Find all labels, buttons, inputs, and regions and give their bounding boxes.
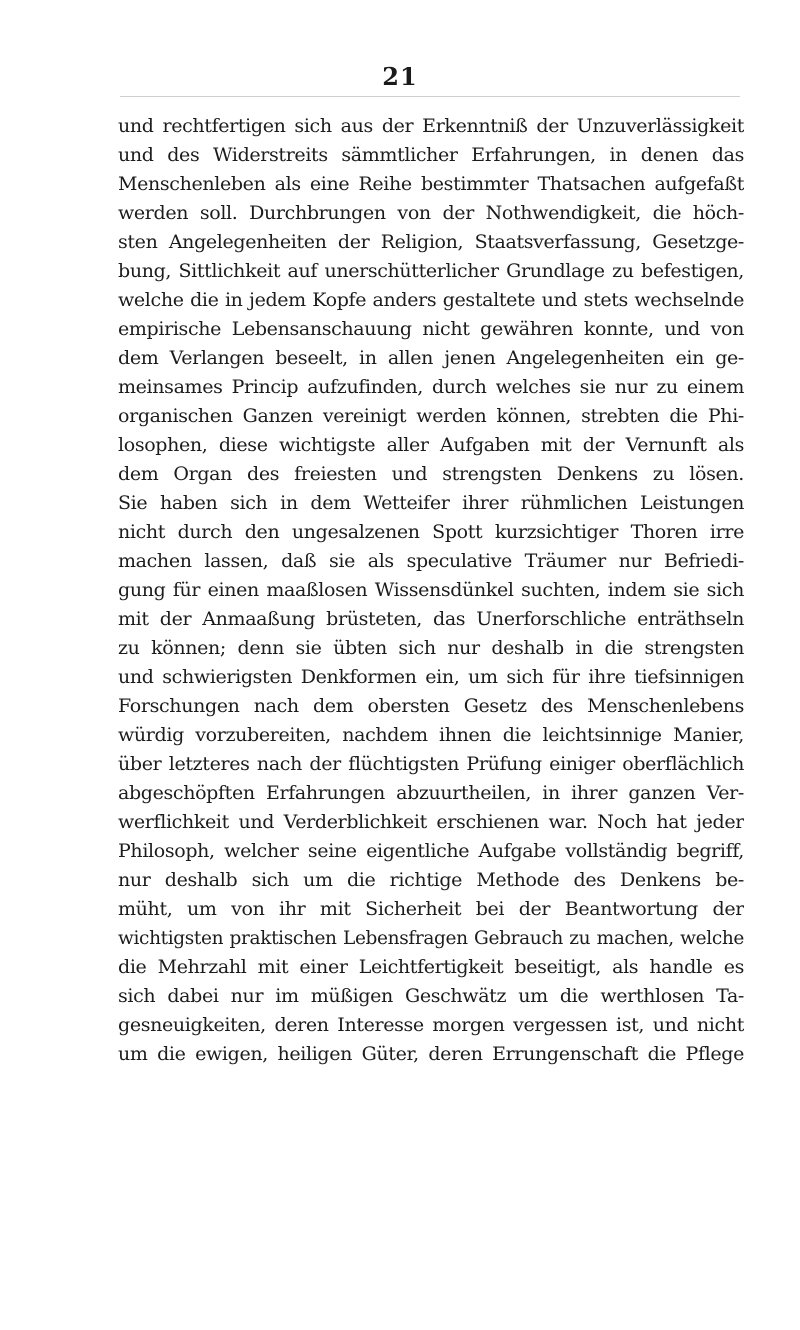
text-line: abgeschöpften Erfahrungen abzuurtheilen, in ihrer ganzen Ver- — [118, 782, 744, 804]
text-line: dem Verlangen beseelt, in allen jenen Angelegenheiten ein ge- — [118, 347, 744, 369]
text-line: würdig vorzubereiten, nachdem ihnen die leichtsinnige Manier, — [118, 724, 744, 746]
text-line: und schwierigsten Denkformen ein, um sich für ihre tiefsinnigen — [118, 666, 744, 688]
text-line: welche die in jedem Kopfe anders gestaltete und stets wechselnde — [118, 289, 744, 311]
text-line: bung, Sittlichkeit auf unerschütterlicher Grundlage zu befestigen, — [118, 260, 744, 282]
text-line: und des Widerstreits sämmtlicher Erfahrungen, in denen das — [118, 144, 744, 166]
text-line: dem Organ des freiesten und strengsten Denkens zu lösen. — [118, 463, 744, 485]
header-rule — [120, 96, 740, 97]
text-line: gung für einen maaßlosen Wissensdünkel suchten, indem sie sich — [118, 579, 744, 601]
text-line: Forschungen nach dem obersten Gesetz des Menschenlebens — [118, 695, 744, 717]
text-line: mit der Anmaaßung brüsteten, das Unerforschliche enträthseln — [118, 608, 744, 630]
text-line: gesneuigkeiten, deren Interesse morgen vergessen ist, und nicht — [118, 1014, 744, 1036]
text-line: und rechtfertigen sich aus der Erkenntniß der Unzuverlässigkeit — [118, 115, 744, 137]
text-line: nicht durch den ungesalzenen Spott kurzsichtiger Thoren irre — [118, 521, 744, 543]
text-line: sich dabei nur im müßigen Geschwätz um die werthlosen Ta- — [118, 985, 744, 1007]
text-line: empirische Lebensanschauung nicht gewähren konnte, und von — [118, 318, 744, 340]
text-line: über letzteres nach der flüchtigsten Prüfung einiger oberflächlich — [118, 753, 744, 775]
text-line: losophen, diese wichtigste aller Aufgaben mit der Vernunft als — [118, 434, 744, 456]
text-line: nur deshalb sich um die richtige Methode des Denkens be- — [118, 869, 744, 891]
text-line: Menschenleben als eine Reihe bestimmter Thatsachen aufgefaßt — [118, 173, 744, 195]
text-line: wichtigsten praktischen Lebensfragen Gebrauch zu machen, welche — [118, 928, 744, 949]
text-line: werden soll. Durchbrungen von der Nothwendigkeit, die höch- — [118, 202, 744, 224]
text-line: Philosoph, welcher seine eigentliche Aufgabe vollständig begriff, — [118, 840, 744, 862]
text-line: sten Angelegenheiten der Religion, Staatsverfassung, Gesetzge- — [118, 231, 744, 253]
text-line: müht, um von ihr mit Sicherheit bei der Beantwortung der — [118, 898, 744, 920]
body-text — [118, 112, 744, 1069]
text-line: werflichkeit und Verderblichkeit erschienen war. Noch hat jeder — [118, 811, 744, 833]
page-number: 21 — [382, 62, 418, 91]
text-line: Sie haben sich in dem Wetteifer ihrer rühmlichen Leistungen — [118, 492, 744, 514]
text-line: organischen Ganzen vereinigt werden können, strebten die Phi- — [118, 405, 744, 427]
text-line: die Mehrzahl mit einer Leichtfertigkeit beseitigt, als handle es — [118, 956, 744, 978]
text-line: meinsames Princip aufzufinden, durch welches sie nur zu einem — [118, 376, 744, 398]
text-line: machen lassen, daß sie als speculative Träumer nur Befriedi- — [118, 550, 744, 572]
text-line: zu können; denn sie übten sich nur deshalb in die strengsten — [118, 637, 744, 659]
text-line: um die ewigen, heiligen Güter, deren Errungenschaft die Pflege — [118, 1043, 744, 1065]
